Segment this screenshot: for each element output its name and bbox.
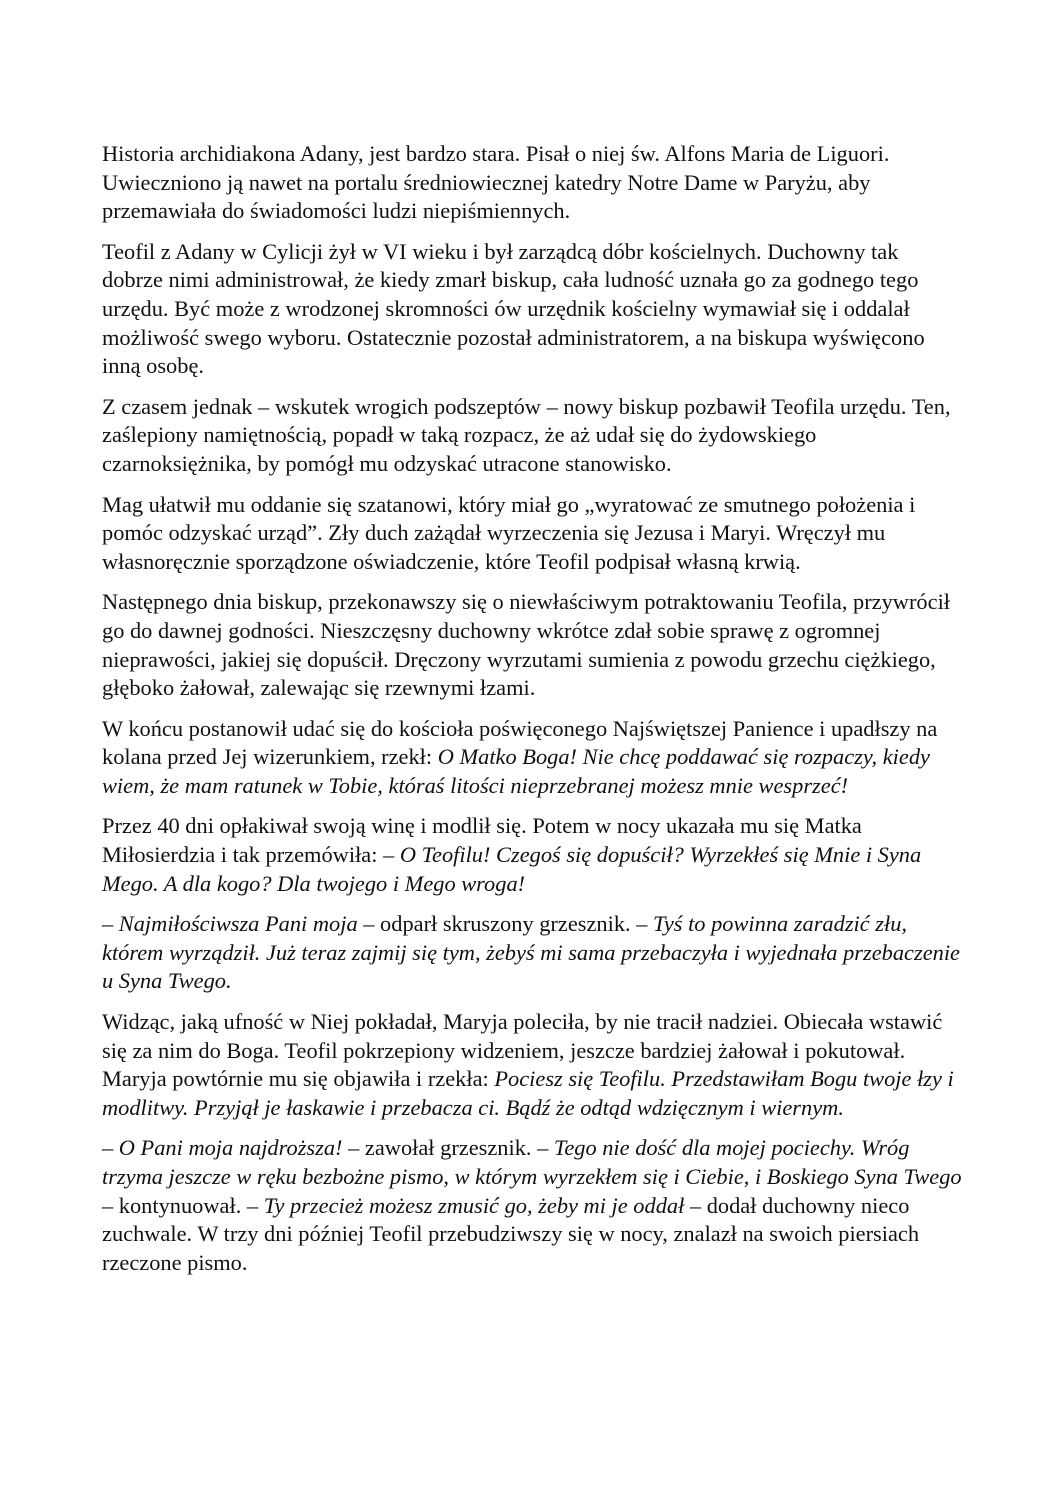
italic-quote-text: Pociesz się Teofilu. Przedstawiłam Bogu twoje łzy i modlitwy. Przyjął je łaskawie i przebacza ci. Bądź że odtąd wdzięcznym i wiernym. [102, 1066, 954, 1120]
paragraph-text: – dodał duchowny nieco zuchwale. W trzy dni później Teofil przebudziwszy się w nocy, znalazł na swoich piersiach rzeczone pismo. [102, 1192, 920, 1275]
paragraph [102, 491, 962, 577]
italic-quote-text: – Ty przecież możesz zmusić go, żeby mi je oddał [246, 1192, 685, 1218]
paragraph [102, 812, 962, 898]
paragraph-text: Przez 40 dni opłakiwał swoją winę i modlił się. Potem w nocy ukazała mu się Matka Miłosierdzia i tak przemówiła: [102, 813, 862, 868]
paragraph-text: Widząc, jaką ufność w Niej pokładał, Maryja poleciła, by nie tracił nadziei. Obiecała wstawić się za nim do Boga. Teofil pokrzepiony widzeniem, jeszcze bardziej żałował i pokutował. Maryja powtórnie mu się objawiła i rzekła: [102, 1009, 943, 1092]
paragraph [102, 715, 962, 801]
italic-quote-text: – O Pani moja najdroższa! [102, 1135, 343, 1161]
paragraph-text: Historia archidiakona Adany, jest bardzo stara. Pisał o niej św. Alfons Maria de Liguori. Uwieczniono ją nawet na portalu średniowiecznej katedry Notre Dame w Paryżu, aby przemawiała do świadomości ludzi niepiśmiennych. [102, 141, 890, 224]
paragraph-text: Mag ułatwił mu oddanie się szatanowi, który miał go „wyratować ze smutnego położenia i pomóc odzyskać urząd”. Zły duch zażądał wyrzeczenia się Jezusa i Maryi. Wręczył mu własnoręcznie sporządzone oświadczenie, które Teofil podpisał własną krwią. [102, 491, 916, 574]
paragraph-text: W końcu postanowił udać się do kościoła poświęconego Najświętszej Panience i upadłszy na kolana przed Jej wizerunkiem, rzekł: [102, 715, 938, 770]
paragraph-text: – odparł skruszony grzesznik. [357, 911, 637, 937]
paragraph-text: Następnego dnia biskup, przekonawszy się o niewłaściwym potraktowaniu Teofila, przywrócił go do dawnej godności. Nieszczęsny duchowny wkrótce zdał sobie sprawę z ogromnej nieprawości, jakiej się dopuścił. Dręczony wyrzutami sumienia z powodu grzechu ciężkiego, głęboko żałował, zalewając się rzewnymi łzami. [102, 589, 951, 701]
paragraph-text: – kontynuował. [102, 1192, 247, 1218]
paragraph [102, 238, 962, 381]
paragraph-text: Teofil z Adany w Cylicji żył w VI wieku i był zarządcą dóbr kościelnych. Duchowny tak dobrze nimi administrował, że kiedy zmarł biskup, cała ludność uznała go za godnego tego urzędu. Być może z wrodzonej skromności ów urzędnik kościelny wymawiał się i oddalał możliwość swego wyboru. Ostatecznie pozostał administratorem, a na biskupa wyświęcono inną osobę. [102, 238, 925, 379]
italic-quote-text: – Tego nie dość dla mojej pociechy. Wróg trzyma jeszcze w ręku bezbożne pismo, w którym wyrzekłem się i Ciebie, i Boskiego Syna Twego [102, 1135, 962, 1189]
paragraph [102, 1008, 962, 1122]
italic-quote-text: – Tyś to powinna zaradzić złu, którem wyrządził. Już teraz zajmij się tym, żebyś mi sama przebaczyła i wyjednała przebaczenie u Syna Twego. [102, 911, 960, 994]
paragraph [102, 910, 962, 996]
italic-quote-text: O Matko Boga! Nie chcę poddawać się rozpaczy, kiedy wiem, że mam ratunek w Tobie, któraś litości nieprzebranej możesz mnie wesprzeć! [102, 744, 930, 798]
paragraph [102, 588, 962, 702]
paragraph-text: Z czasem jednak – wskutek wrogich podszeptów – nowy biskup pozbawił Teofila urzędu. Ten, zaślepiony namiętnością, popadł w taką rozpacz, że aż udał się do żydowskiego czarnoksiężnika, by pomógł mu odzyskać utracone stanowisko. [102, 393, 951, 476]
italic-quote-text: – Najmiłościwsza Pani moja [102, 911, 358, 937]
document-body [102, 140, 962, 1289]
paragraph [102, 393, 962, 479]
paragraph [102, 1134, 962, 1277]
italic-quote-text: – O Teofilu! Czegoś się dopuścił? Wyrzekłeś się Mnie i Syna Mego. A dla kogo? Dla twojego i Mego wroga! [102, 842, 922, 896]
paragraph [102, 140, 962, 226]
paragraph-text: – zawołał grzesznik. [342, 1135, 538, 1161]
